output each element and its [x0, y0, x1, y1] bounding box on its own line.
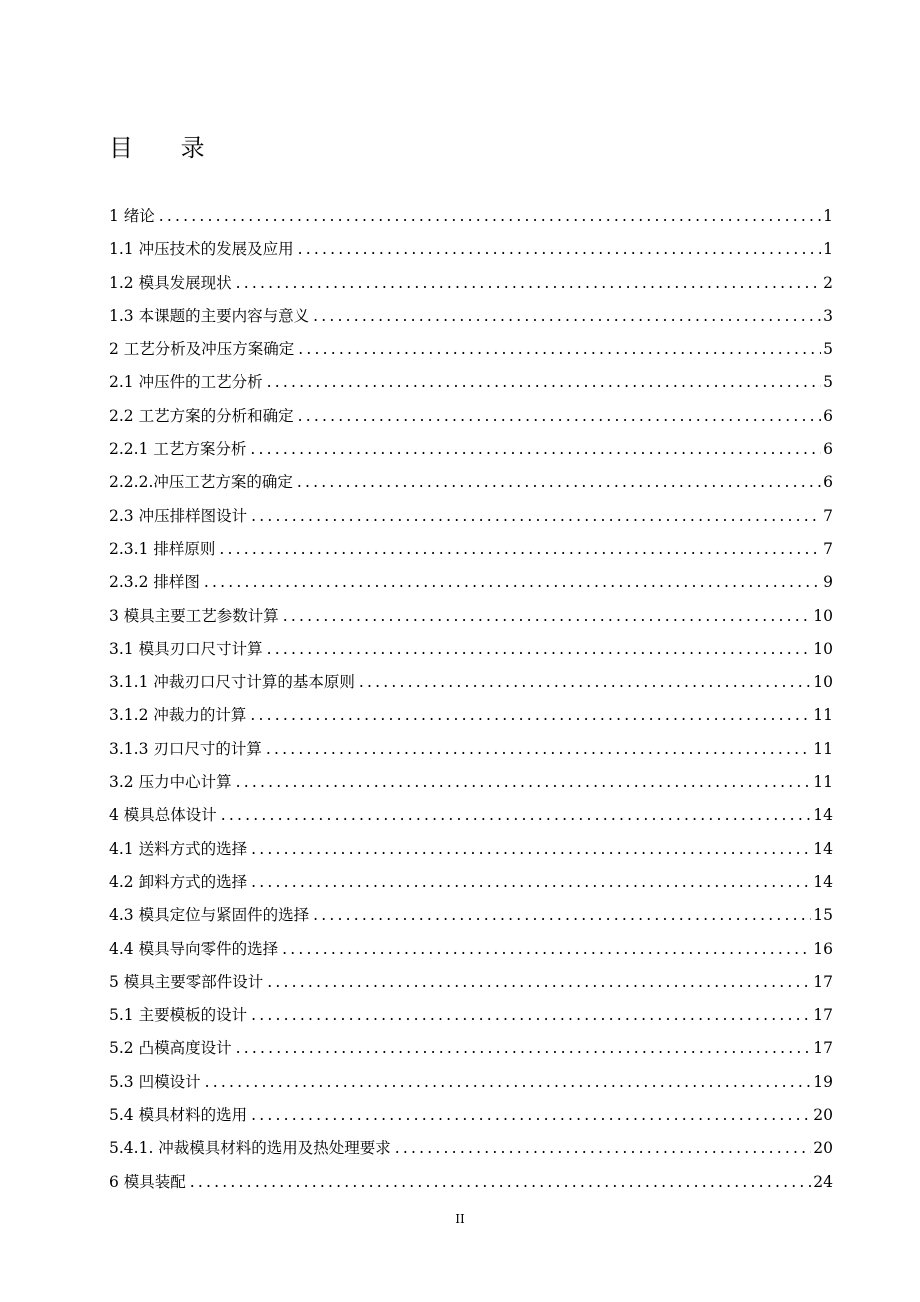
- toc-entry-title: 2.2 工艺方案的分析和确定: [109, 406, 294, 425]
- page-number-footer: II: [455, 1212, 465, 1226]
- toc-entry[interactable]: [109, 833, 833, 866]
- toc-entry-page-number: 10: [813, 639, 833, 658]
- toc-entry-title: 4.3 模具定位与紧固件的选择: [109, 906, 310, 925]
- dot-leader: [219, 533, 821, 566]
- toc-entry-title: 2.1 冲压件的工艺分析: [109, 373, 263, 392]
- dot-leader: [313, 899, 811, 932]
- toc-entry-title: 3.2 压力中心计算: [109, 773, 232, 792]
- toc-entry[interactable]: [109, 1032, 833, 1065]
- dot-leader: [251, 1099, 811, 1132]
- dot-leader: [251, 999, 811, 1032]
- dot-leader: [283, 600, 811, 633]
- toc-entry-title: 5.3 凹模设计: [109, 1072, 201, 1091]
- toc-entry-page-number: 9: [823, 573, 833, 592]
- toc-entry[interactable]: [109, 533, 833, 566]
- toc-entry-title: 2.2.1 工艺方案分析: [109, 440, 247, 459]
- toc-entry-title: 6 模具装配: [109, 1172, 186, 1191]
- toc-entry-title: 3.1.3 刃口尺寸的计算: [109, 739, 262, 758]
- toc-entry[interactable]: [109, 666, 833, 699]
- toc-entry[interactable]: [109, 966, 833, 999]
- toc-entry-title: 1.2 模具发展现状: [109, 273, 232, 292]
- toc-entry-title: 5.2 凸模高度设计: [109, 1039, 232, 1058]
- toc-entry[interactable]: [109, 200, 833, 233]
- toc-entry[interactable]: [109, 799, 833, 832]
- toc-entry[interactable]: [109, 1166, 833, 1199]
- toc-entry-title: 5.1 主要模板的设计: [109, 1006, 248, 1025]
- toc-entry-page-number: 24: [813, 1172, 833, 1191]
- toc-entry[interactable]: [109, 1066, 833, 1099]
- toc-entry[interactable]: [109, 1132, 833, 1165]
- toc-entry[interactable]: [109, 433, 833, 466]
- toc-entry-page-number: 1: [823, 207, 833, 225]
- dot-leader: [251, 866, 811, 899]
- toc-entry[interactable]: [109, 899, 833, 932]
- dot-leader: [298, 333, 821, 366]
- dot-leader: [236, 1032, 812, 1065]
- toc-entry[interactable]: [109, 500, 833, 533]
- toc-entry-title: 5.4.1. 冲裁模具材料的选用及热处理要求: [109, 1139, 391, 1158]
- toc-entry[interactable]: [109, 300, 833, 333]
- dot-leader: [250, 699, 811, 732]
- toc-entry-title: 4 模具总体设计: [109, 806, 217, 825]
- toc-entry-title: 1.3 本课题的主要内容与意义: [109, 306, 310, 325]
- dot-leader: [298, 400, 822, 433]
- toc-entry-page-number: 5: [823, 373, 833, 392]
- toc-entry[interactable]: [109, 699, 833, 732]
- toc-entry-page-number: 14: [813, 872, 833, 891]
- toc-entry-page-number: 2: [823, 273, 833, 292]
- toc-entry-title: 4.2 卸料方式的选择: [109, 872, 248, 891]
- dot-leader: [251, 500, 821, 533]
- toc-entry-page-number: 15: [813, 906, 833, 925]
- dot-leader: [297, 466, 821, 499]
- dot-leader: [359, 666, 811, 699]
- toc-title: 目 录: [109, 134, 225, 162]
- dot-leader: [250, 433, 821, 466]
- toc-entry[interactable]: [109, 733, 833, 766]
- toc-entry-page-number: 11: [813, 773, 833, 792]
- toc-entry-page-number: 6: [823, 406, 833, 425]
- toc-entry-title: 4.4 模具导向零件的选择: [109, 939, 279, 958]
- toc-entry[interactable]: [109, 600, 833, 633]
- toc-entry[interactable]: [109, 466, 833, 499]
- toc-entry-page-number: 7: [823, 506, 833, 525]
- toc-entry-title: 2.3.2 排样图: [109, 573, 200, 592]
- toc-entry-title: 3.1 模具刃口尺寸计算: [109, 639, 263, 658]
- dot-leader: [204, 566, 821, 599]
- toc-entry-title: 2.3.1 排样原则: [109, 539, 216, 558]
- toc-entry-page-number: 6: [823, 473, 833, 492]
- dot-leader: [395, 1132, 811, 1165]
- table-of-contents: [109, 200, 833, 1199]
- dot-leader: [159, 200, 821, 233]
- toc-entry-title: 3.1.2 冲裁力的计算: [109, 706, 247, 725]
- toc-entry[interactable]: [109, 999, 833, 1032]
- toc-entry[interactable]: [109, 233, 833, 266]
- dot-leader: [298, 233, 822, 266]
- toc-entry-title: 3.1.1 冲裁刃口尺寸计算的基本原则: [109, 673, 355, 692]
- toc-entry[interactable]: [109, 366, 833, 399]
- dot-leader: [266, 733, 811, 766]
- toc-entry[interactable]: [109, 566, 833, 599]
- toc-entry-page-number: 17: [813, 972, 833, 991]
- toc-entry-page-number: 11: [813, 706, 833, 725]
- toc-entry-title: 2 工艺分析及冲压方案确定: [109, 340, 295, 359]
- dot-leader: [236, 267, 822, 300]
- toc-entry-page-number: 16: [813, 939, 833, 958]
- toc-entry-page-number: 19: [813, 1072, 833, 1091]
- toc-entry-title: 1.1 冲压技术的发展及应用: [109, 240, 294, 259]
- toc-entry[interactable]: [109, 333, 833, 366]
- toc-entry[interactable]: [109, 766, 833, 799]
- dot-leader: [251, 833, 811, 866]
- toc-entry[interactable]: [109, 267, 833, 300]
- toc-entry-page-number: 20: [813, 1139, 833, 1158]
- toc-entry-page-number: 11: [813, 739, 833, 758]
- toc-entry-page-number: 3: [823, 306, 833, 325]
- toc-entry-title: 2.3 冲压排样图设计: [109, 506, 248, 525]
- toc-entry[interactable]: [109, 1099, 833, 1132]
- toc-entry-page-number: 5: [823, 340, 833, 359]
- toc-entry-title: 4.1 送料方式的选择: [109, 839, 248, 858]
- toc-entry-title: 5 模具主要零部件设计: [109, 972, 264, 991]
- toc-entry-page-number: 14: [813, 806, 833, 825]
- dot-leader: [313, 300, 821, 333]
- toc-entry-title: 1 绪论: [109, 207, 155, 225]
- dot-leader: [205, 1066, 812, 1099]
- toc-entry-title: 2.2.2.冲压工艺方案的确定: [109, 473, 293, 492]
- toc-entry-title: 5.4 模具材料的选用: [109, 1106, 248, 1125]
- toc-entry-page-number: 6: [823, 440, 833, 459]
- toc-entry[interactable]: [109, 866, 833, 899]
- dot-leader: [282, 933, 811, 966]
- dot-leader: [221, 799, 811, 832]
- toc-entry-page-number: 17: [813, 1006, 833, 1025]
- toc-entry[interactable]: [109, 633, 833, 666]
- toc-entry-page-number: 1: [823, 240, 833, 259]
- dot-leader: [267, 633, 812, 666]
- dot-leader: [236, 766, 812, 799]
- dot-leader: [267, 966, 811, 999]
- toc-entry-title: 3 模具主要工艺参数计算: [109, 606, 279, 625]
- toc-entry[interactable]: [109, 933, 833, 966]
- toc-entry-page-number: 20: [813, 1106, 833, 1125]
- dot-leader: [190, 1166, 811, 1199]
- toc-entry-page-number: 7: [823, 539, 833, 558]
- toc-entry[interactable]: [109, 400, 833, 433]
- toc-entry-page-number: 14: [813, 839, 833, 858]
- toc-entry-page-number: 17: [813, 1039, 833, 1058]
- dot-leader: [267, 366, 822, 399]
- toc-entry-page-number: 10: [813, 606, 833, 625]
- toc-entry-page-number: 10: [813, 673, 833, 692]
